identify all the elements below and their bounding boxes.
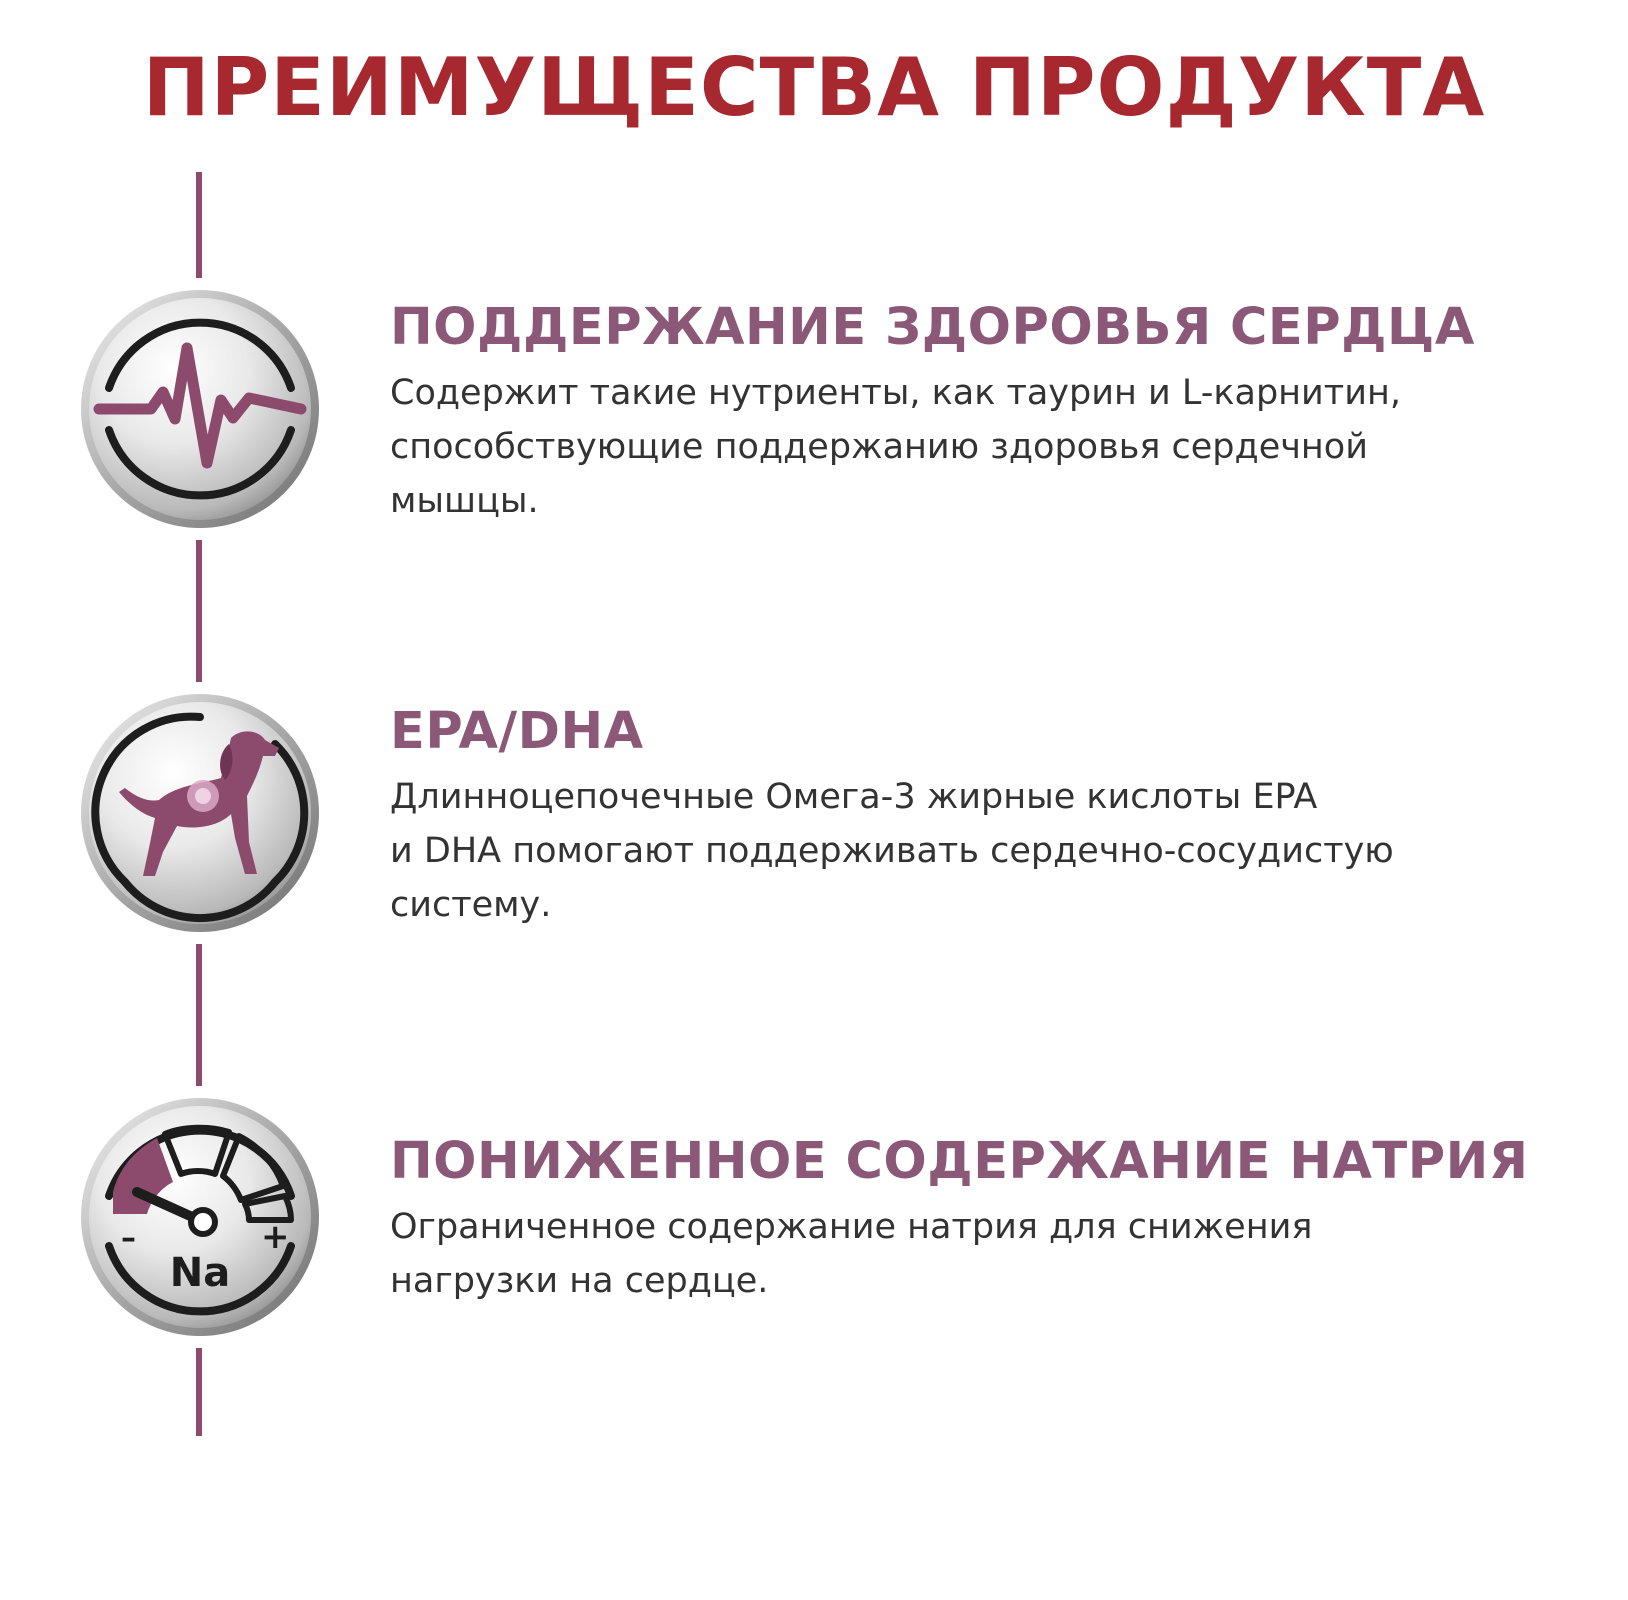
feature-text-line: мышцы. bbox=[390, 481, 539, 521]
feature-text-line: способствующие поддержанию здоровья сердечной bbox=[390, 427, 1368, 467]
sodium-gauge-icon bbox=[79, 1096, 321, 1338]
gauge-symbol: Na bbox=[169, 1250, 231, 1296]
feature-description bbox=[390, 770, 1610, 932]
feature-text-line: нагрузки на сердце. bbox=[390, 1261, 769, 1301]
feature-epa-dha bbox=[390, 700, 1610, 932]
page-title: ПРЕИМУЩЕСТВА ПРОДУКТА bbox=[142, 41, 1486, 134]
feature-text-line: и DHA помогают поддерживать сердечно-сосудистую bbox=[390, 831, 1394, 871]
feature-low-sodium bbox=[390, 1130, 1610, 1308]
timeline-segment bbox=[196, 172, 202, 278]
timeline-segment bbox=[196, 944, 202, 1086]
feature-text-line: систему. bbox=[390, 885, 552, 925]
timeline-segment bbox=[196, 1348, 202, 1436]
heartbeat-icon bbox=[79, 288, 321, 530]
timeline-segment bbox=[196, 540, 202, 682]
feature-description bbox=[390, 1200, 1610, 1308]
gauge-minus: – bbox=[121, 1221, 136, 1256]
feature-text-line: Ограниченное содержание натрия для снижения bbox=[390, 1207, 1313, 1247]
feature-text-line: Содержит такие нутриенты, как таурин и L-карнитин, bbox=[390, 373, 1401, 413]
feature-text-line: Длинноцепочечные Омега-3 жирные кислоты EPA bbox=[390, 777, 1318, 817]
feature-description bbox=[390, 366, 1610, 528]
feature-heading: ПОНИЖЕННОЕ СОДЕРЖАНИЕ НАТРИЯ bbox=[390, 1132, 1529, 1191]
feature-heading: ПОДДЕРЖАНИЕ ЗДОРОВЬЯ СЕРДЦА bbox=[390, 298, 1475, 357]
dog-heart-icon bbox=[79, 692, 321, 934]
feature-heart-health bbox=[390, 296, 1610, 528]
gauge-plus: + bbox=[261, 1217, 290, 1257]
feature-heading: EPA/DHA bbox=[390, 702, 644, 761]
